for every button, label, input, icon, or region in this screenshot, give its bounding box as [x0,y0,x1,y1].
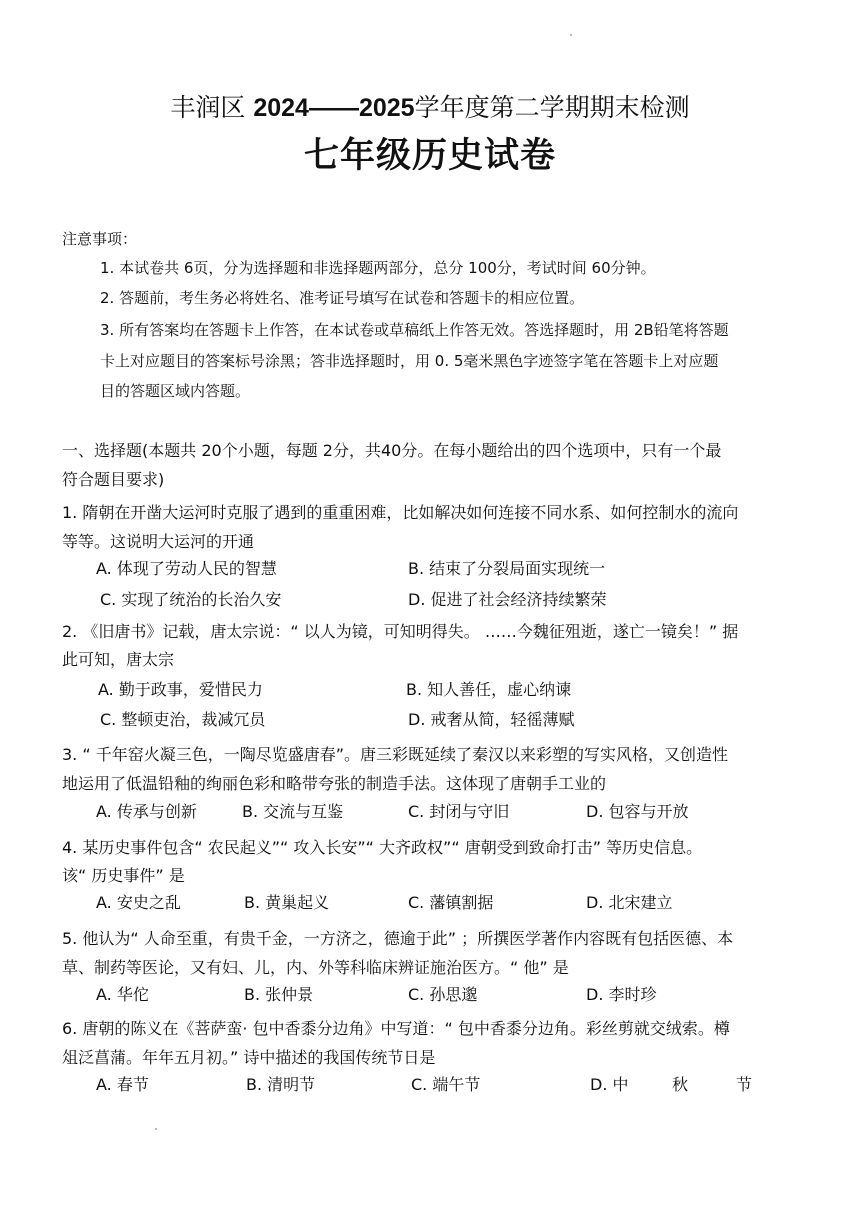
question-4-option-b: B. 黄巢起义 [244,893,330,912]
question-2-option-d: D. 戒奢从简，轻徭薄赋 [408,710,575,729]
question-1-line-2: 等等。这说明大运河的开通 [62,532,255,551]
question-6-line-1: 6. 唐朝的陈义在《菩萨蛮· 包中香黍分边角》中写道：“ 包中香黍分边角。彩丝剪就交绒索。樽 [62,1019,730,1038]
question-5-option-a: A. 华佗 [96,985,149,1004]
question-2-line-1: 2. 《旧唐书》记载，唐太宗说：“ 以人为镜，可知明得失。 ……今魏征殂逝，遂亡一镜矣！” 据 [62,622,739,641]
notice-item-2: 2. 答题前，考生务必将姓名、准考证号填写在试卷和答题卡的相应位置。 [100,289,585,307]
scan-speck [155,1128,157,1130]
question-3-option-c: C. 封闭与守旧 [408,802,510,821]
question-6-option-d: D. 中 [590,1075,629,1094]
question-6-option-c: C. 端午节 [411,1075,481,1094]
notice-item-3-line-2: 卡上对应题目的答案标号涂黑；答非选择题时，用 0. 5毫米黑色字迹签字笔在答题卡上对应题 [100,352,719,370]
section-heading-line-1: 一、选择题(本题共 20个小题，每题 2分，共40分。在每小题给出的四个选项中，只有一个最 [62,441,722,460]
question-2-line-2: 此可知，唐太宗 [62,650,175,669]
section-heading-line-2: 符合题目要求) [62,470,165,489]
question-4-line-1: 4. 某历史事件包含“ 农民起义”“ 攻入长安”“ 大齐政权”“ 唐朝受到致命打击” 等历史信息。 [62,838,703,857]
notice-heading: 注意事项： [62,230,138,248]
scan-speck [570,34,572,36]
question-6-option-a: A. 春节 [96,1075,149,1094]
question-5-option-d: D. 李时珍 [586,985,657,1004]
question-6-option-b: B. 清明节 [246,1075,316,1094]
question-2-option-c: C. 整顿吏治，裁减冗员 [100,710,266,729]
title-term: 学年度第二学期期末检测 [414,93,690,122]
question-2-option-b: B. 知人善任，虚心纳谏 [406,680,572,699]
question-5-line-1: 5. 他认为“ 人命至重，有贵千金，一方济之，德逾于此” ；所撰医学著作内容既有包括医德、本 [62,929,734,948]
question-1-option-c: C. 实现了统治的长治久安 [100,590,282,609]
question-1-option-b: B. 结束了分裂局面实现统一 [408,559,606,578]
notice-item-1: 1. 本试卷共 6页，分为选择题和非选择题两部分，总分 100分，考试时间 60分钟。 [100,259,656,277]
question-3-line-1: 3. “ 千年窑火凝三色，一陶尽览盛唐春”。唐三彩既延续了秦汉以来彩塑的写实风格，又创造性 [62,745,729,764]
question-5-option-b: B. 张仲景 [244,985,314,1004]
question-3-line-2: 地运用了低温铅釉的绚丽色彩和略带夸张的制造手法。这体现了唐朝手工业的 [62,774,607,793]
notice-item-3-line-1: 3. 所有答案均在答题卡上作答，在本试卷或草稿纸上作答无效。答选择题时，用 2B铅笔将答题 [100,321,729,339]
exam-subtitle: 七年级历史试卷 [303,136,556,176]
title-district: 丰润区 [170,93,254,122]
question-6-option-d-char-2: 秋 [672,1075,689,1094]
question-1-option-d: D. 促进了社会经济持续繁荣 [408,590,607,609]
notice-item-3-line-3: 目的答题区域内答题。 [100,382,251,400]
question-3-option-b: B. 交流与互鉴 [242,802,344,821]
question-2-option-a: A. 勤于政事，爱惜民力 [98,680,263,699]
question-4-line-2: 该“ 历史事件” 是 [62,866,185,885]
question-4-option-c: C. 藩镇割据 [408,893,494,912]
question-5-line-2: 草、制药等医论，又有妇、儿，内、外等科临床辨证施治医方。“ 他” 是 [62,958,569,977]
exam-header-title [0,88,860,124]
question-1-option-a: A. 体现了劳动人民的智慧 [96,559,277,578]
title-years: 2024——2025 [253,94,415,122]
question-6-option-d-char-3: 节 [736,1075,753,1094]
question-3-option-a: A. 传承与创新 [96,802,197,821]
question-1-line-1: 1. 隋朝在开凿大运河时克服了遇到的重重困难，比如解决如何连接不同水系、如何控制水的流向 [62,503,739,522]
question-5-option-c: C. 孙思邈 [408,985,478,1004]
question-6-line-2: 俎泛菖蒲。年年五月初。” 诗中描述的我国传统节日是 [62,1048,436,1067]
question-3-option-d: D. 包容与开放 [586,802,689,821]
question-4-option-d: D. 北宋建立 [586,893,673,912]
question-4-option-a: A. 安史之乱 [96,893,181,912]
